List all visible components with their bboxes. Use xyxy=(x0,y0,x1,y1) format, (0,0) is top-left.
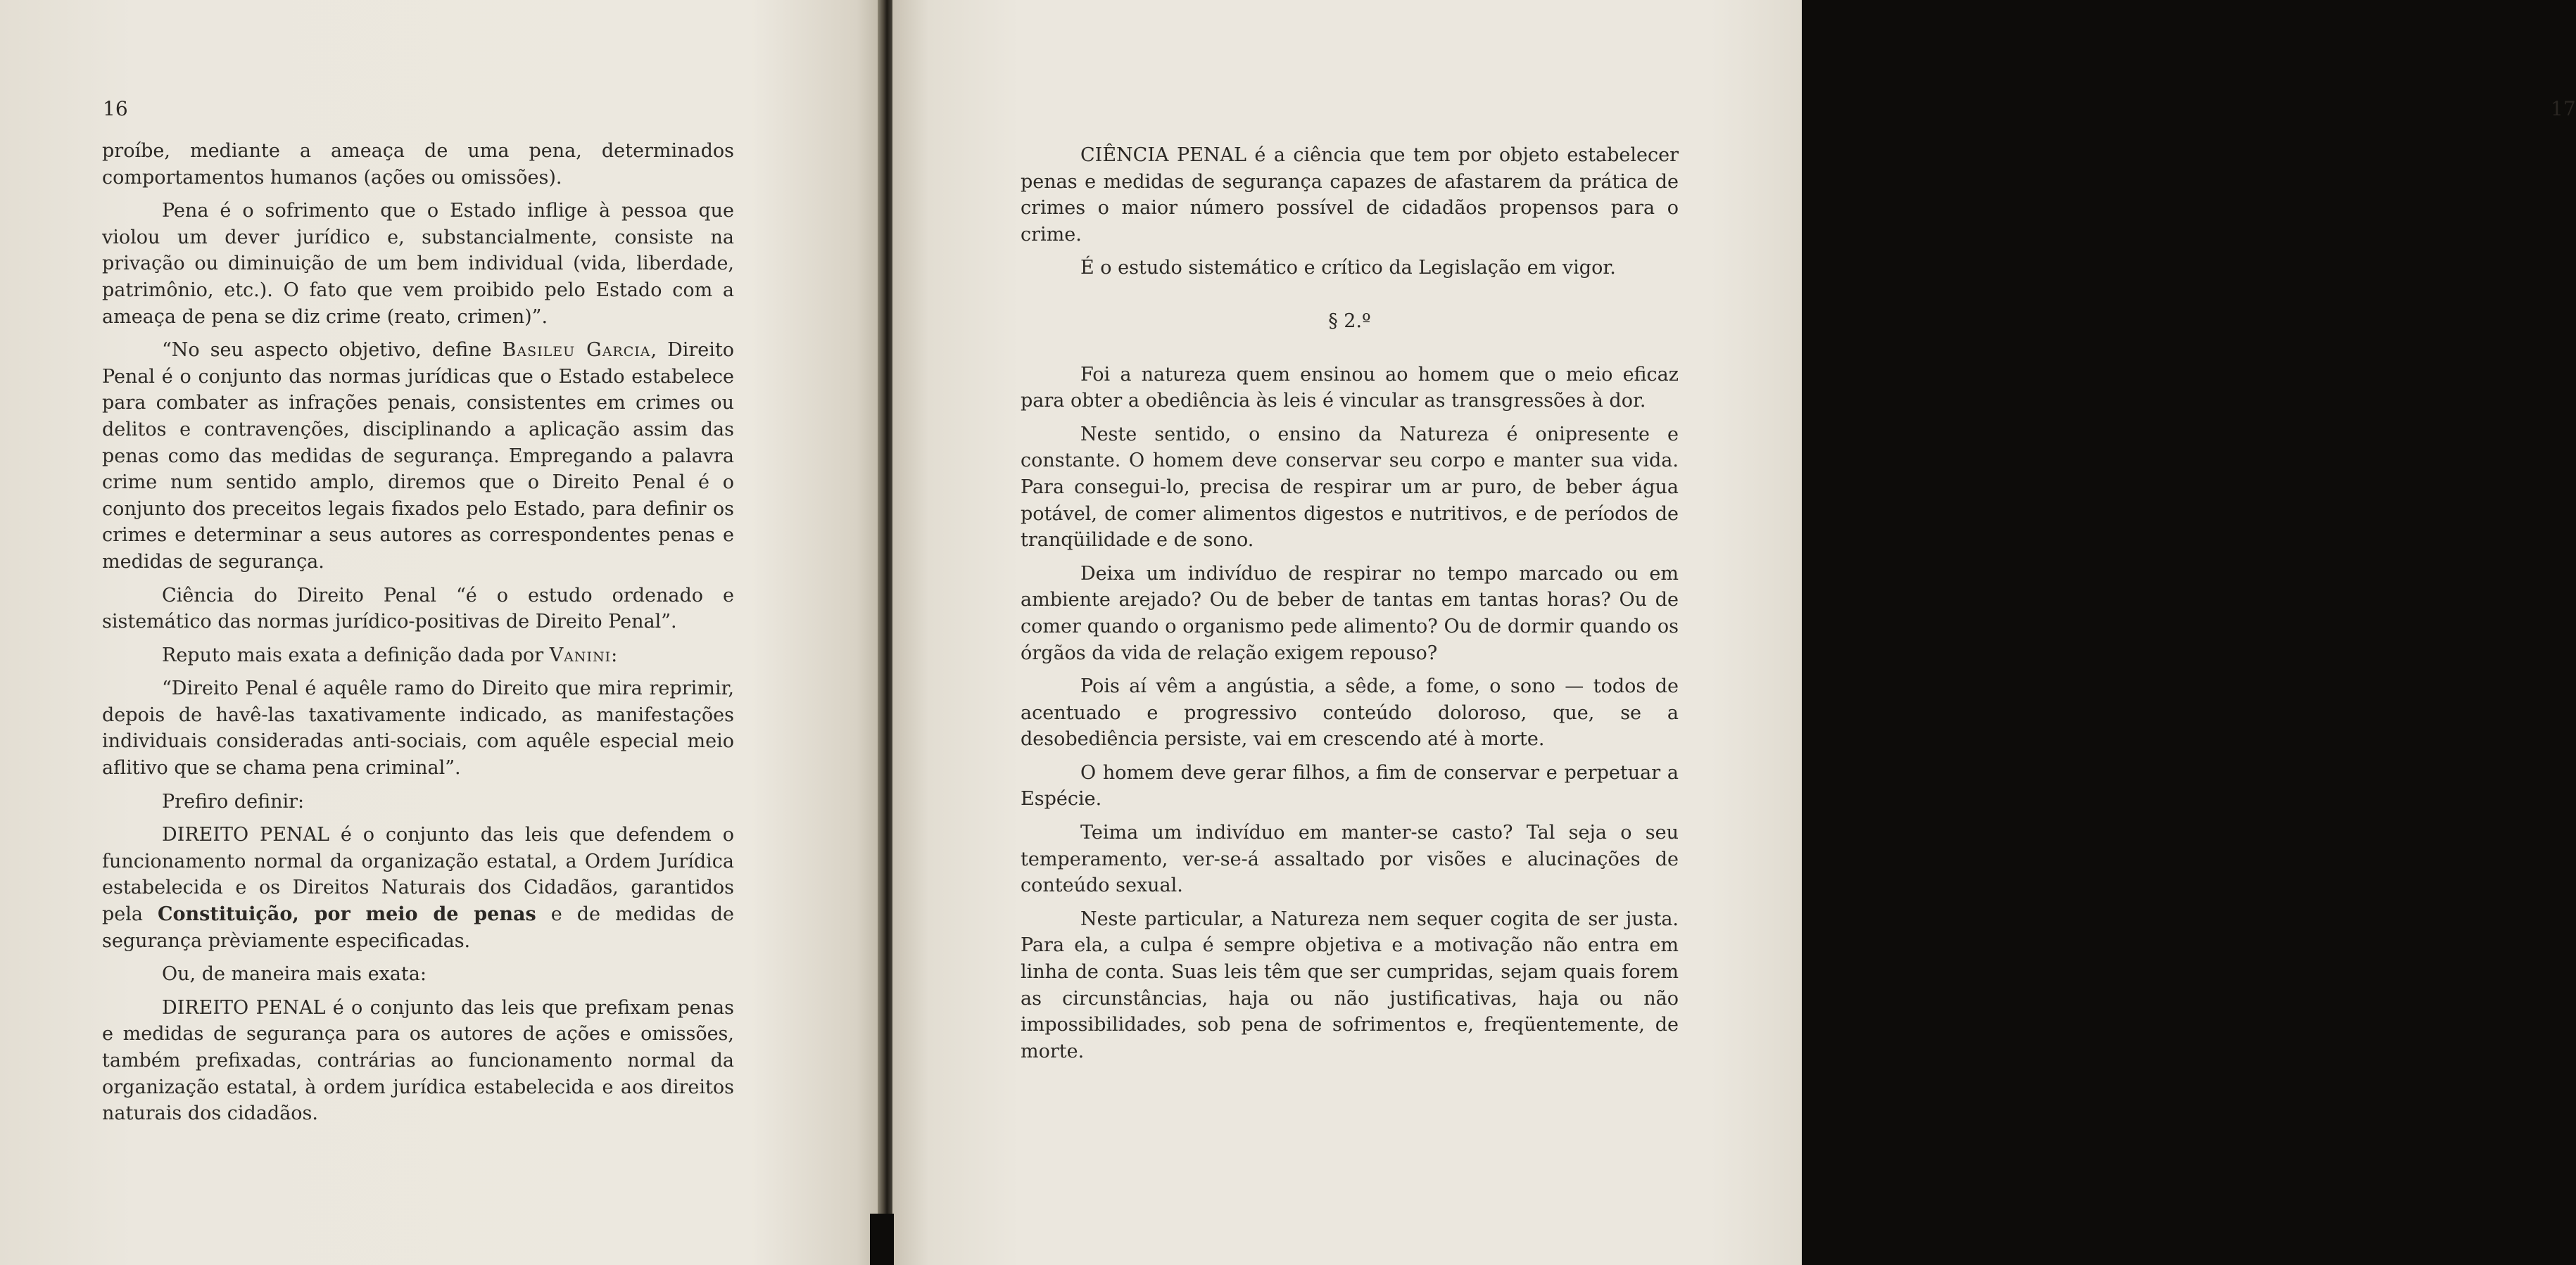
paragraph: DIREITO PENAL é o conjunto das leis que prefixam penas e medidas de segurança para os autores de ações e omissões, também prefixadas, contrárias ao funcionamento normal da organização estatal, à ordem jurídica estabelecida e aos direitos naturais dos cidadãos. xyxy=(102,996,734,1125)
paragraph xyxy=(102,337,734,575)
paragraph: Deixa um indivíduo de respirar no tempo marcado ou em ambiente arejado? Ou de beber de tantas em tantas horas? Ou de comer quando o organismo pede alimento? Ou de dormir quando os órgãos da vida de relação exigem repouso? xyxy=(1021,562,1679,664)
paragraph: Teima um indivíduo em manter-se casto? Tal seja o seu temperamento, ver-se-á assaltado por visões e alucinações de conteúdo sexual. xyxy=(1021,822,1679,897)
paragraph: O homem deve gerar filhos, a fim de conservar e perpetuar a Espécie. xyxy=(1021,761,1679,811)
paragraph: Pena é o sofrimento que o Estado inflige à pessoa que violou um dever jurídico e, substancialmente, consiste na privação ou diminuição de um bem individual (vida, liberdade, patrimônio, etc.). O fato que vem proibido pelo Estado com a ameaça de pena se diz crime (reato, crimen)”. xyxy=(102,200,734,328)
left-page-text xyxy=(102,138,734,1134)
paragraph-text: DIREITO PENAL é o conjunto das leis que defendem o funcionamento normal da organização estatal, a Ordem Jurídica estabelecida e os Direitos Naturais dos Cidadãos, garantidos pela xyxy=(102,824,734,926)
paragraph: Prefiro definir: xyxy=(162,790,305,813)
paragraph-text: “No seu aspecto objetivo, define xyxy=(162,339,503,362)
left-page xyxy=(0,0,883,1265)
page-number-16: 16 xyxy=(103,97,128,120)
emphasis-text: Constituição, por meio de penas xyxy=(158,903,536,926)
paragraph-text: , Direito Penal é o conjunto das normas jurídicas que o Estado estabelece para combater as infrações penais, consistentes em crimes ou delitos e contravenções, disciplinando a aplicação assim das penas como das medidas de segurança. Empregando a palavra crime num sentido amplo, diremos que o Direito Penal é o conjunto dos preceitos legais fixados pelo Estado, para definir os crimes e determinar a seus autores as correspondentes penas e medidas de segurança. xyxy=(102,339,735,573)
paragraph: Ciência do Direito Penal “é o estudo ordenado e sistemático das normas jurídico-positivas de Direito Penal”. xyxy=(102,584,734,633)
paragraph: É o estudo sistemático e crítico da Legislação em vigor. xyxy=(1080,257,1616,279)
paragraph: Foi a natureza quem ensinou ao homem que o meio eficaz para obter a obediência às leis é vincular as transgressões à dor. xyxy=(1021,363,1679,412)
gutter-shadow xyxy=(870,1214,894,1265)
paragraph: Neste sentido, o ensino da Natureza é onipresente e constante. O homem deve conservar seu corpo e manter sua vida. Para consegui-lo, precisa de respirar um ar puro, de beber água potável, de comer alimentos digestos e nutritivos, e de períodos de tranqüilidade e de sono. xyxy=(1021,423,1679,552)
author-name: Vanini xyxy=(549,644,612,666)
paragraph-text: : xyxy=(611,644,618,666)
author-name: Basileu Garcia xyxy=(502,339,651,362)
page-number-17: 17 xyxy=(2551,97,2576,120)
paragraph xyxy=(102,642,734,669)
paragraph: Ou, de maneira mais exata: xyxy=(162,963,427,986)
paragraph: proíbe, mediante a ameaça de uma pena, determinados comportamentos humanos (ações ou omissões). xyxy=(102,140,734,189)
paragraph-text: Reputo mais exata a definição dada por xyxy=(162,644,550,666)
paragraph-text: e de medidas de segurança prèviamente especificadas. xyxy=(102,903,734,952)
right-page-text xyxy=(1021,142,1679,1072)
paragraph xyxy=(102,822,734,954)
paragraph: “Direito Penal é aquêle ramo do Direito que mira reprimir, depois de havê-las taxativamente indicado, as manifestações individuais consideradas anti-sociais, com aquêle especial meio aflitivo que se chama pena criminal”. xyxy=(102,678,734,780)
paragraph: Pois aí vêm a angústia, a sêde, a fome, o sono — todos de acentuado e progressivo conteúdo doloroso, que, se a desobediência persiste, vai em crescendo até à morte. xyxy=(1021,675,1679,751)
paragraph: Neste particular, a Natureza nem sequer cogita de ser justa. Para ela, a culpa é sempre objetiva e a motivação não entra em linha de conta. Suas leis têm que ser cumpridas, sejam quais forem as circunstâncias, haja ou não justificativas, haja ou não impossibilidades, sob pena de sofrimentos e, freqüentemente, de morte. xyxy=(1021,908,1679,1062)
section-heading: § 2.º xyxy=(1328,310,1371,332)
paragraph: CIÊNCIA PENAL é a ciência que tem por objeto estabelecer penas e medidas de segurança capazes de afastarem da prática de crimes o maior número possível de cidadãos propensos para o crime. xyxy=(1021,144,1679,246)
